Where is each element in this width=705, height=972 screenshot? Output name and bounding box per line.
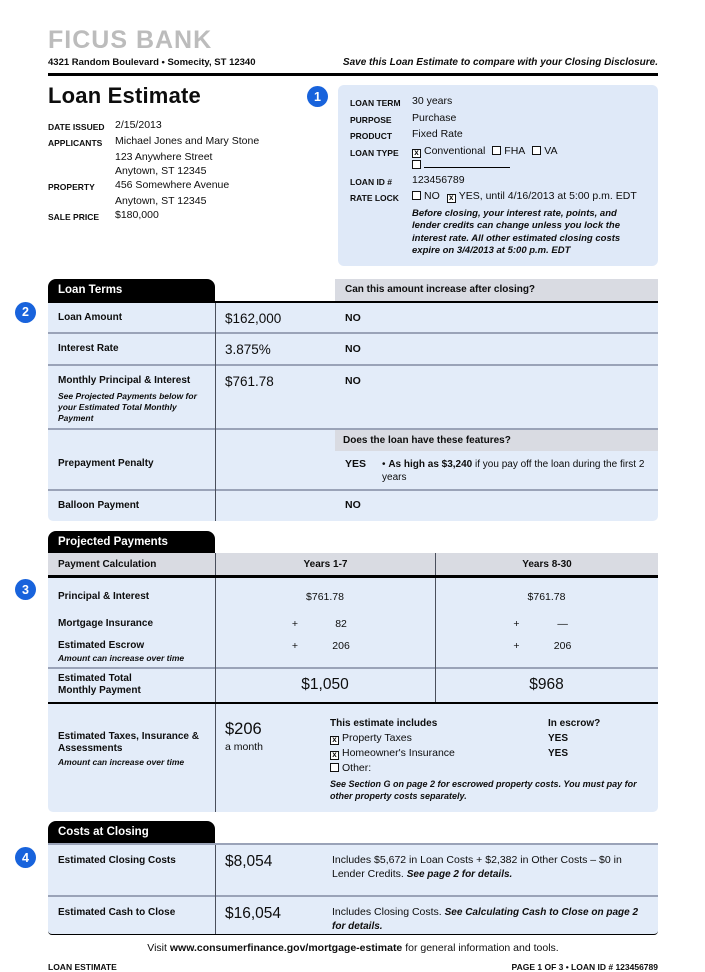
loan-info-box [314,85,658,266]
monthly-pi-label: Monthly Principal & Interest See Projected Payments below for your Estimated Total Monthly Payment [48,366,215,428]
property-label: PROPERTY [48,182,95,192]
loan-terms-section [22,279,658,522]
table-row [48,669,658,702]
table-row [48,845,658,895]
property-line-2: Anytown, ST 12345 [115,195,207,207]
costs-at-closing-section [22,821,658,935]
estimated-closing-costs-desc: Includes $5,672 in Loan Costs + $2,382 in Other Costs – $0 in Lender Credits. See page 2 for details. [332,854,622,880]
table-row [48,334,658,364]
prepayment-penalty-answer: YES [345,458,367,470]
section-badge-4: 4 [15,847,36,868]
mortgage-insurance-y830: — [557,617,568,630]
payment-calculation-label: Payment Calculation [58,558,157,570]
checkbox-va-icon [532,146,541,155]
increase-question-band: Can this amount increase after closing? [335,279,658,301]
prepayment-penalty-detail: • As high as $3,240 if you pay off the loan during the first 2 years [382,459,645,483]
estimated-taxes-note: Amount can increase over time [58,757,185,767]
table-row [48,430,658,489]
pp-col-divider-2 [435,578,436,702]
date-issued-label: DATE ISSUED [48,122,105,132]
table-row [48,608,658,632]
rate-lock-options [412,189,646,206]
footer-doc-label: LOAN ESTIMATE [48,962,117,972]
estimated-cash-to-close-value: $16,054 [225,905,282,922]
monthly-pi-answer: NO [345,375,361,387]
loan-id-value: 123456789 [412,173,465,186]
save-disclosure-note: Save this Loan Estimate to compare with your Closing Disclosure. [342,57,658,68]
projected-payments-table [48,578,658,702]
bank-logo: FICUS BANK [48,26,213,54]
bank-address: 4321 Random Boulevard • Somecity, ST 12340 [48,57,256,68]
loan-type-label: LOAN TYPE [350,147,399,158]
years-1-7-header: Years 1-7 [215,553,435,575]
estimated-total-label: Estimated Total Monthly Payment [58,673,141,696]
costs-at-closing-table [48,843,658,935]
interest-rate-answer: NO [345,343,361,355]
estimated-cash-to-close-desc: Includes Closing Costs. See Calculating Cash to Close on page 2 for details. [332,906,639,932]
in-escrow-title: In escrow? [548,718,601,729]
loan-term-value: 30 years [412,95,453,107]
estimate-includes-title: This estimate includes [330,718,438,729]
applicants-line-1: Michael Jones and Mary Stone [115,135,260,147]
property-line-1: 456 Somewhere Avenue [115,179,230,191]
principal-interest-y830: $761.78 [527,590,566,603]
principal-interest-label: Principal & Interest [58,590,150,602]
table-row [48,632,658,667]
table-row [48,366,658,428]
estimated-cash-to-close-label: Estimated Cash to Close [58,907,176,918]
checkbox-fha-icon [492,146,501,155]
date-issued-value: 2/15/2013 [115,119,162,131]
projected-payments-tab: Projected Payments [48,531,215,553]
costs-col-divider [215,845,216,934]
loan-terms-table [48,303,658,521]
applicants-line-3: Anytown, ST 12345 [115,165,207,177]
plus-sign: + [291,617,299,630]
footer-visit-line: Visit www.consumerfinance.gov/mortgage-estimate for general information and tools. [147,942,559,954]
loan-term-label: LOAN TERM [350,98,401,108]
taxes-item-other: Other: [330,761,548,776]
page-title: Loan Estimate [48,83,201,108]
loan-terms-tab: Loan Terms [48,279,215,301]
plus-sign: + [291,639,299,652]
balloon-payment-label: Balloon Payment [58,500,140,511]
prepayment-penalty-label: Prepayment Penalty [58,458,154,469]
loan-type-conventional: Conventional [424,144,486,157]
estimated-escrow-y830: 206 [553,639,572,652]
sale-price-label: SALE PRICE [48,212,100,222]
principal-interest-y17: $761.78 [306,590,344,603]
purpose-label: PURPOSE [350,114,392,125]
taxes-item-property: xProperty Taxes [330,731,548,746]
section-g-note: See Section G on page 2 for escrowed property costs. You must pay for other property costs separately. [330,779,637,801]
plus-sign: + [513,617,520,630]
projected-payments-section [22,531,658,812]
taxes-amount-suffix: a month [225,741,263,753]
monthly-pi-note: See Projected Payments below for your Estimated Total Monthly Payment [58,391,197,423]
table-row [48,578,658,608]
section-badge-3: 3 [15,579,36,600]
section-badge-2: 2 [15,302,36,323]
property-taxes-escrow: YES [548,733,569,744]
sale-price-value: $180,000 [115,209,159,221]
other-escrow [548,761,658,776]
checkbox-conventional-icon [412,149,421,158]
loan-type-va: VA [544,144,558,157]
loan-type-other-blank [424,159,510,168]
costs-at-closing-tab: Costs at Closing [48,821,215,843]
loan-meta [48,118,338,224]
table-row [48,897,658,934]
loan-type-options [412,144,646,173]
plus-sign: + [513,639,520,652]
rate-lock-yes: YES, until 4/16/2013 at 5:00 p.m. EDT [458,190,637,202]
pp-col-divider-1 [215,578,216,702]
loan-type-fha: FHA [504,144,526,157]
payment-calculation-header [48,553,658,575]
estimated-closing-costs-label: Estimated Closing Costs [58,855,176,866]
product-value: Fixed Rate [412,128,463,140]
purpose-value: Purchase [412,111,457,124]
rate-lock-label: RATE LOCK [350,193,399,203]
checkbox-rate-lock-no-icon [412,191,421,200]
taxes-amount: $206 [225,720,262,738]
table-row [48,303,658,332]
closing-costs-expire-date: 3/4/2013 [456,245,494,256]
features-question-band: Does the loan have these features? [335,430,658,451]
taxes-col-divider [215,704,216,812]
checkbox-other-icon [330,763,339,772]
checkbox-property-taxes-icon [330,736,339,745]
loan-amount-label: Loan Amount [58,312,123,323]
rate-lock-note: Before closing, your interest rate, points, and lender credits can change unless you lock the interest rate. All other estimated closing costs expire on 3/4/2013 at 5:00 p.m. EDT [412,207,621,256]
loan-terms-col-divider [215,303,216,521]
interest-rate-value: 3.875% [225,342,271,357]
estimated-escrow-y17: 206 [332,639,350,652]
estimated-total-y830: $968 [529,676,564,693]
footer-page-info: PAGE 1 OF 3 • LOAN ID # 123456789 [511,962,658,972]
monthly-pi-value: $761.78 [225,374,274,389]
loan-amount-answer: NO [345,312,361,324]
section-badge-1: 1 [307,86,328,107]
header-rule [48,73,658,76]
balloon-payment-answer: NO [345,499,361,511]
years-8-30-header: Years 8-30 [435,553,658,575]
loan-amount-value: $162,000 [225,311,282,326]
product-label: PRODUCT [350,131,393,141]
estimated-taxes-label: Estimated Taxes, Insurance & Assessments Amount can increase over time [48,704,215,802]
checkbox-other-loan-type-icon [412,160,421,169]
loan-id-label: LOAN ID # [350,176,393,187]
estimated-escrow-note: Amount can increase over time [58,652,185,663]
estimated-taxes-row [48,704,658,812]
rate-lock-no: NO [424,190,440,202]
mortgage-insurance-y17: 82 [335,617,347,630]
table-row [48,491,658,521]
estimated-total-y17: $1,050 [301,676,349,693]
homeowners-insurance-escrow: YES [548,748,569,759]
checkbox-homeowners-insurance-icon [330,751,339,760]
checkbox-rate-lock-yes-icon [447,194,456,203]
mortgage-insurance-label: Mortgage Insurance [58,617,154,629]
applicants-line-2: 123 Anywhere Street [115,151,213,163]
estimated-escrow-label: Estimated Escrow Amount can increase over time [48,640,215,667]
estimated-closing-costs-value: $8,054 [225,853,273,870]
interest-rate-label: Interest Rate [58,343,119,354]
cfpb-url: www.consumerfinance.gov/mortgage-estimate [169,942,403,954]
applicants-label: APPLICANTS [48,138,103,148]
taxes-item-homeowners: xHomeowner's Insurance [330,746,548,761]
